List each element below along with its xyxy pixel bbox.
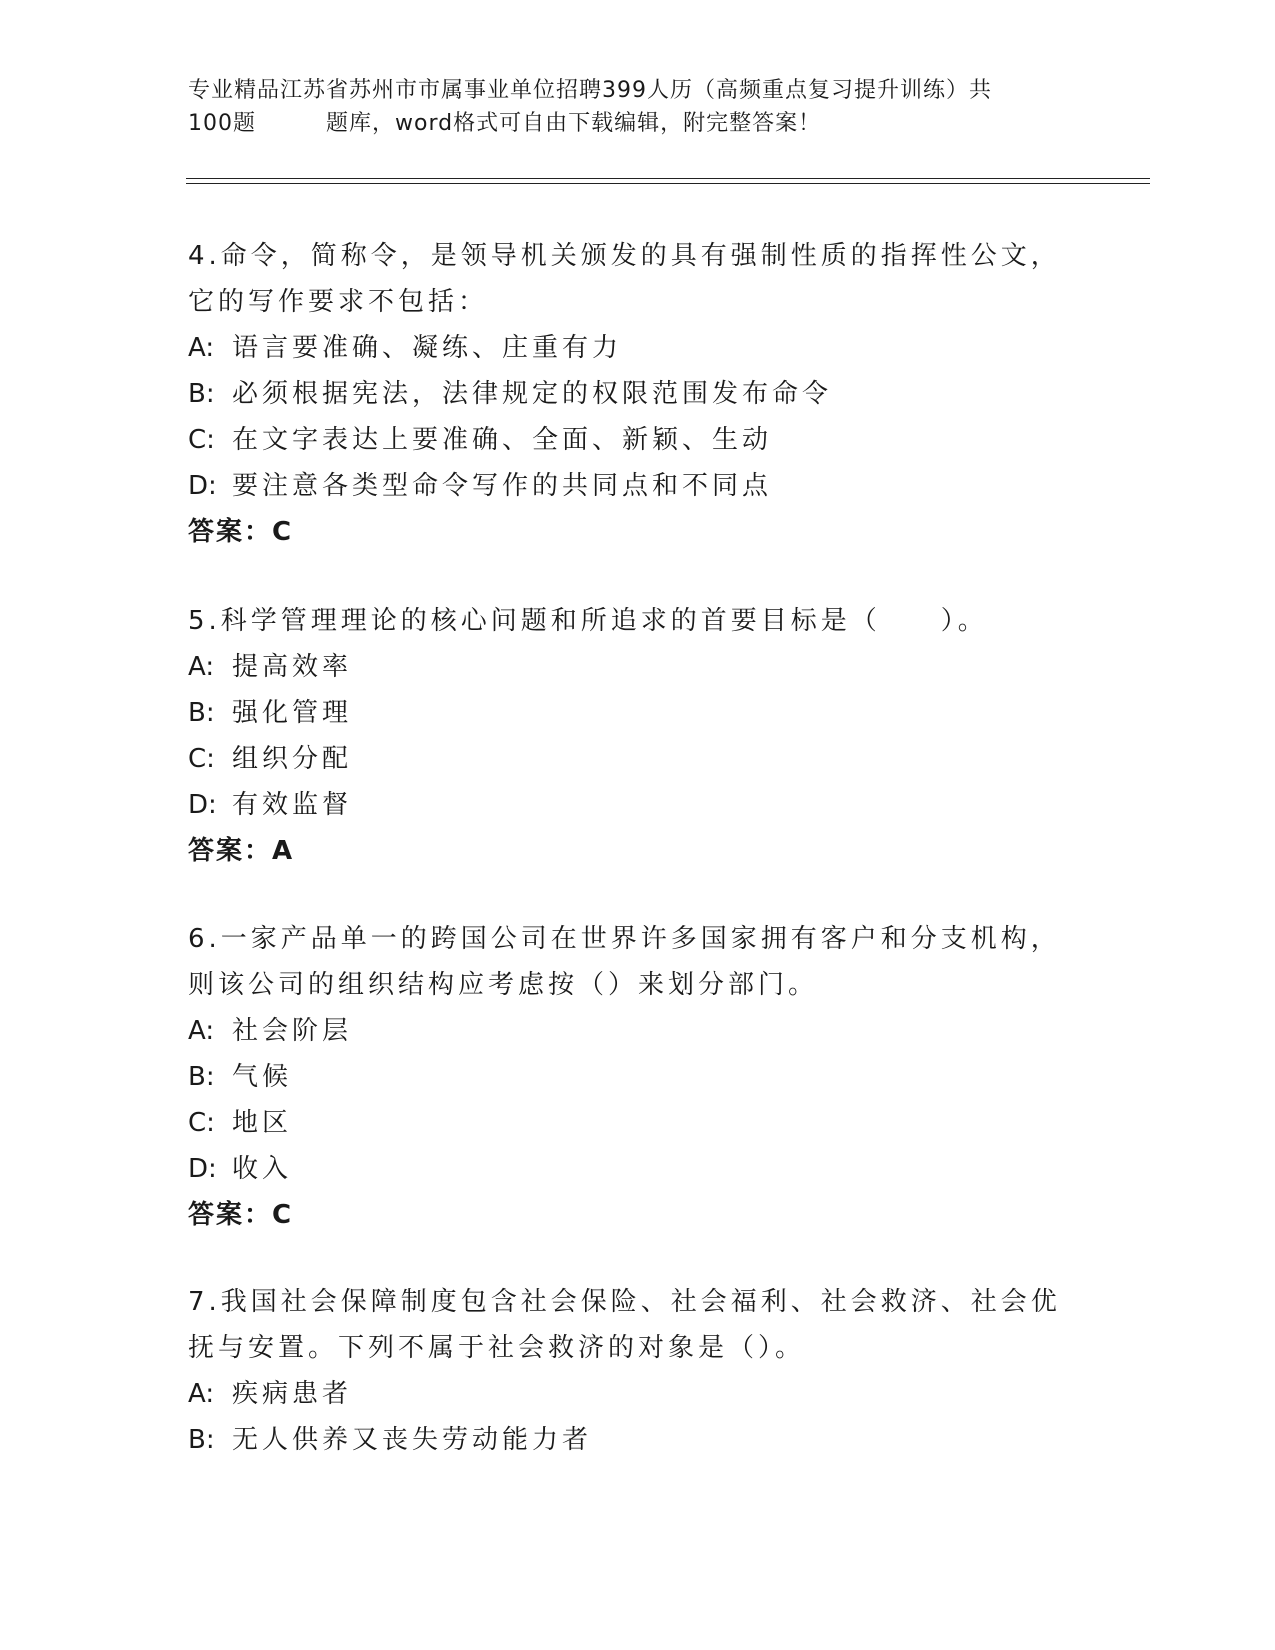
option-letter: B:: [188, 379, 215, 409]
option-a: [188, 644, 1068, 690]
option-b: [188, 1417, 1068, 1463]
option-letter: B:: [188, 1425, 215, 1455]
option-text: 收入: [232, 1154, 293, 1184]
option-letter: A:: [188, 652, 215, 682]
option-text: 疾病患者: [232, 1379, 353, 1409]
option-letter: D:: [188, 471, 217, 501]
option-c: [188, 736, 1068, 782]
question-5: [188, 598, 1068, 874]
option-d: [188, 1146, 1068, 1192]
option-text: 无人供养又丧失劳动能力者: [232, 1425, 593, 1455]
question-4: [188, 233, 1068, 555]
question-stem: 5.科学管理理论的核心问题和所追求的首要目标是（ ）。: [188, 606, 988, 636]
option-letter: C:: [188, 425, 215, 455]
option-text: 要注意各类型命令写作的共同点和不同点: [232, 471, 773, 501]
option-text: 社会阶层: [232, 1016, 353, 1046]
question-stem: 7.我国社会保障制度包含社会保险、社会福利、社会救济、社会优抚与安置。下列不属于社会救济的对象是（）。: [188, 1287, 1061, 1363]
question-6: [188, 916, 1068, 1238]
option-letter: A:: [188, 333, 215, 363]
option-letter: D:: [188, 1154, 217, 1184]
answer-line: 答案：C: [188, 1200, 294, 1230]
option-text: 气候: [232, 1062, 293, 1092]
option-text: 有效监督: [232, 790, 353, 820]
option-d: [188, 463, 1068, 509]
option-d: [188, 782, 1068, 828]
option-letter: C:: [188, 744, 215, 774]
option-letter: C:: [188, 1108, 215, 1138]
option-text: 语言要准确、凝练、庄重有力: [232, 333, 623, 363]
option-text: 在文字表达上要准确、全面、新颖、生动: [232, 425, 773, 455]
header-title-line1: 专业精品江苏省苏州市市属事业单位招聘399人历（高频重点复习提升训练）共: [188, 78, 992, 103]
option-letter: A:: [188, 1379, 215, 1409]
header-title-line2: [188, 107, 1088, 140]
option-text: 提高效率: [232, 652, 353, 682]
option-c: [188, 417, 1068, 463]
option-a: [188, 1371, 1068, 1417]
header-divider-top: [186, 178, 1150, 179]
header-question-count: 100题: [188, 111, 256, 136]
answer-line: 答案：C: [188, 517, 294, 547]
question-7: [188, 1279, 1068, 1463]
option-b: [188, 690, 1068, 736]
document-header: [188, 74, 1088, 140]
option-text: 组织分配: [232, 744, 353, 774]
option-letter: A:: [188, 1016, 215, 1046]
option-text: 必须根据宪法，法律规定的权限范围发布命令: [232, 379, 833, 409]
question-stem: 4.命令，简称令，是领导机关颁发的具有强制性质的指挥性公文，它的写作要求不包括：: [188, 241, 1061, 317]
option-letter: D:: [188, 790, 217, 820]
option-text: 强化管理: [232, 698, 353, 728]
option-c: [188, 1100, 1068, 1146]
option-b: [188, 1054, 1068, 1100]
answer-line: 答案：A: [188, 836, 295, 866]
header-divider-bottom: [186, 183, 1150, 184]
option-letter: B:: [188, 698, 215, 728]
question-stem: 6.一家产品单一的跨国公司在世界许多国家拥有客户和分支机构，则该公司的组织结构应考虑按（）来划分部门。: [188, 924, 1061, 1000]
option-a: [188, 1008, 1068, 1054]
header-description: 题库，word格式可自由下载编辑，附完整答案！: [326, 111, 822, 136]
option-text: 地区: [232, 1108, 293, 1138]
option-a: [188, 325, 1068, 371]
option-letter: B:: [188, 1062, 215, 1092]
option-b: [188, 371, 1068, 417]
